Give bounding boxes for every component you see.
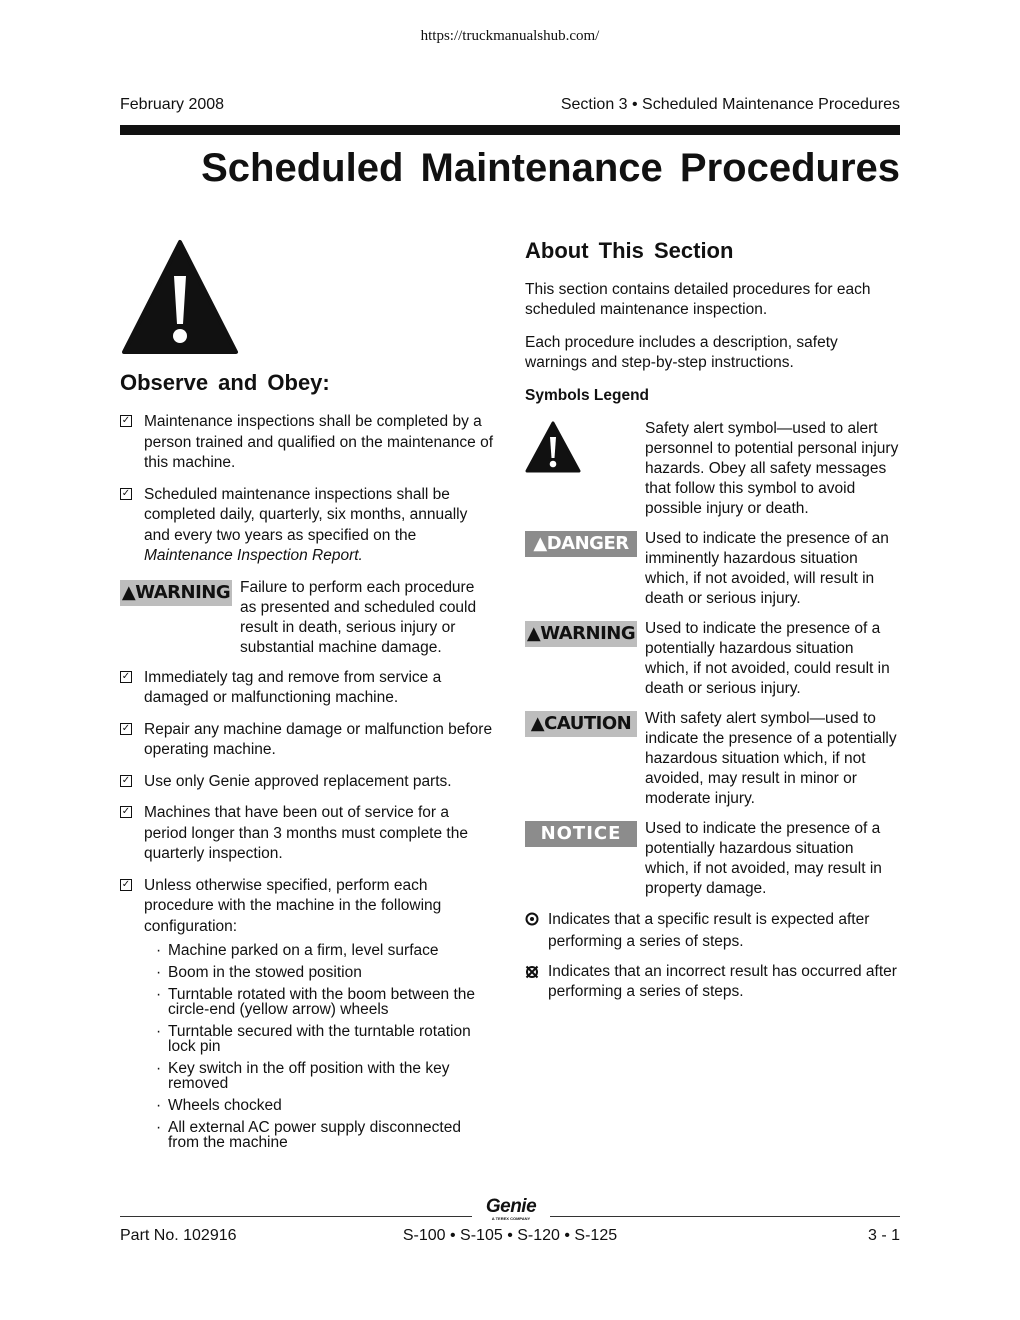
legend-row [525, 419, 900, 519]
legend-text: With safety alert symbol—used to indicate the presence of a potentially hazardous situation which, if not avoided, may result in minor or moderate injury. [645, 710, 897, 807]
caution-badge: ▲CAUTION [525, 711, 637, 737]
footer-part-no: Part No. 102916 [120, 1227, 237, 1244]
safety-alert-icon [525, 421, 581, 473]
warning-badge: ▲WARNING [525, 621, 637, 647]
legend-heading: Symbols Legend [525, 387, 650, 404]
incorrect-result-note: Indicates that an incorrect result has occurred after performing a series of steps. [525, 962, 900, 1002]
checkbox-icon: ✓ [121, 774, 131, 786]
checkbox-icon: ✓ [121, 878, 131, 890]
footer-rule [550, 1216, 900, 1217]
config-item: · Key switch in the off position with the key removed [156, 1061, 495, 1091]
configuration-list [156, 943, 495, 1150]
warning-badge: ▲WARNING [120, 580, 232, 606]
page-title: Scheduled Maintenance Procedures [201, 146, 900, 190]
legend-row [525, 619, 900, 699]
checkbox-icon: ✓ [121, 415, 131, 426]
header-rule [120, 125, 900, 135]
footer-page-number: 3 - 1 [867, 1227, 900, 1244]
legend-row [525, 819, 900, 899]
list-item: ✓ Immediately tag and remove from service a damaged or malfunctioning machine. [121, 668, 442, 706]
about-heading: About This Section [525, 238, 734, 263]
left-column [120, 238, 495, 1157]
expected-result-note: Indicates that a specific result is expected after performing a series of steps. [525, 909, 900, 953]
list-item: ✓ Machines that have been out of service for a period longer than 3 months must complete the quarterly inspection. [121, 804, 468, 862]
legend-row [525, 709, 900, 809]
about-para-1: This section contains detailed procedures for each scheduled maintenance inspection. [525, 281, 871, 318]
legend-text: Used to indicate the presence of an imminently hazardous situation which, if not avoided, will result in death or serious injury. [645, 530, 889, 607]
checkbox-icon: ✓ [121, 806, 131, 817]
notice-badge: NOTICE [525, 821, 637, 847]
config-item: · Turntable rotated with the boom between the circle-end (yellow arrow) wheels [156, 987, 495, 1017]
safety-alert-icon [121, 238, 239, 356]
legend-row [525, 529, 900, 609]
list-item: ✓ Repair any machine damage or malfunction before operating machine. [121, 720, 493, 758]
config-item: · Turntable secured with the turntable rotation lock pin [156, 1024, 495, 1054]
list-item: ✓ Scheduled maintenance inspections shall be completed daily, quarterly, six months, annually and every two years as specified on the Maintenance Inspection Report. [121, 485, 468, 564]
list-item: ✓ Use only Genie approved replacement parts. [121, 772, 452, 790]
config-item: · Wheels chocked [156, 1098, 495, 1113]
legend-text: Used to indicate the presence of a potentially hazardous situation which, if not avoided, could result in death or serious injury. [645, 620, 890, 697]
genie-logo: Genie A TEREX COMPANY [485, 1196, 537, 1221]
footer-rule [120, 1216, 472, 1217]
config-item: · Boom in the stowed position [156, 965, 495, 980]
legend-text: Used to indicate the presence of a potentially hazardous situation which, if not avoided, may result in property damage. [645, 820, 882, 897]
incorrect-result-icon [525, 965, 539, 979]
warning-text: Failure to perform each procedure as presented and scheduled could result in death, serious injury or substantial machine damage. [240, 578, 477, 656]
legend-text: Safety alert symbol—used to alert personnel to potential personal injury hazards. Obey all safety messages that follow this symbol to avoid possible injury or death. [645, 420, 899, 517]
warning-callout [120, 578, 495, 658]
expected-result-icon [525, 912, 539, 926]
header-date: February 2008 [120, 96, 225, 113]
header-section: Section 3 • Scheduled Maintenance Procedures [560, 96, 900, 113]
footer-models: S-100 • S-105 • S-120 • S-125 [402, 1227, 618, 1244]
source-url[interactable]: https://truckmanualshub.com/ [420, 28, 600, 44]
checkbox-icon: ✓ [121, 487, 131, 499]
report-name: Maintenance Inspection Report. [144, 547, 363, 564]
list-item: ✓ Unless otherwise specified, perform each procedure with the machine in the following configuration: [121, 876, 442, 935]
config-item: · All external AC power supply disconnected from the machine [156, 1120, 495, 1150]
right-column [525, 238, 900, 1002]
list-item: ✓ Maintenance inspections shall be completed by a person trained and qualified on the maintenance of this machine. [121, 413, 493, 471]
checkbox-icon: ✓ [121, 722, 131, 734]
danger-badge: ▲DANGER [525, 531, 637, 557]
config-item: · Machine parked on a firm, level surface [156, 943, 495, 958]
checkbox-icon: ✓ [121, 670, 131, 682]
observe-heading: Observe and Obey: [120, 370, 330, 395]
about-para-2: Each procedure includes a description, safety warnings and step-by-step instructions. [525, 334, 838, 371]
